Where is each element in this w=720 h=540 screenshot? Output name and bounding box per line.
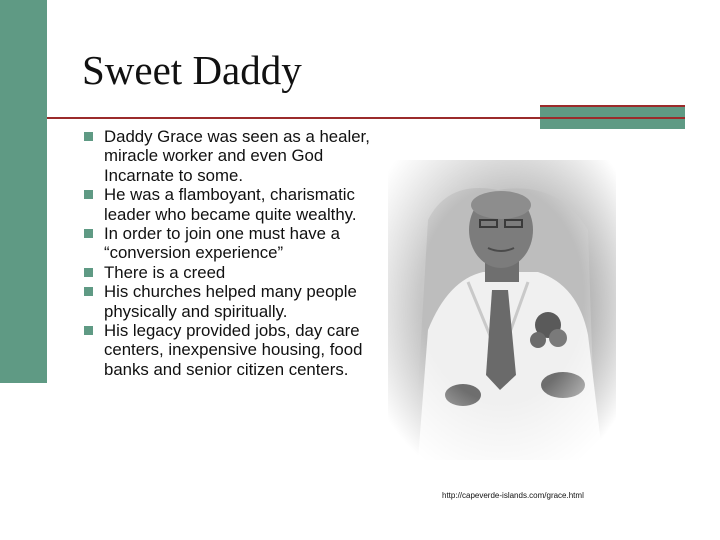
portrait-photo <box>388 160 616 460</box>
bullet-text: His legacy provided jobs, day care centers, inexpensive housing, food banks and senior citizen centers. <box>104 321 363 379</box>
bullet-square-icon <box>84 229 93 238</box>
bullet-square-icon <box>84 132 93 141</box>
bullet-square-icon <box>84 326 93 335</box>
bullet-square-icon <box>84 268 93 277</box>
bullet-text: In order to join one must have a “conversion experience” <box>104 224 341 263</box>
bullet-item <box>82 263 382 282</box>
title-divider <box>47 117 685 119</box>
left-accent-bar <box>0 0 47 383</box>
bullet-text: There is a creed <box>104 262 226 282</box>
bullet-item <box>82 321 382 379</box>
slide-title: Sweet Daddy <box>82 47 302 93</box>
bullet-square-icon <box>84 190 93 199</box>
bullet-item <box>82 127 382 185</box>
bullet-text: Daddy Grace was seen as a healer, miracle worker and even God Incarnate to some. <box>104 127 370 185</box>
bullet-item <box>82 224 382 263</box>
bullet-square-icon <box>84 287 93 296</box>
bullet-text: His churches helped many people physically and spiritually. <box>104 282 357 321</box>
bullet-item <box>82 282 382 321</box>
bullet-list <box>82 127 382 379</box>
bullet-item <box>82 185 382 224</box>
bullet-text: He was a flamboyant, charismatic leader who became quite wealthy. <box>104 185 357 224</box>
image-source-caption: http://capeverde-islands.com/grace.html <box>442 491 584 500</box>
